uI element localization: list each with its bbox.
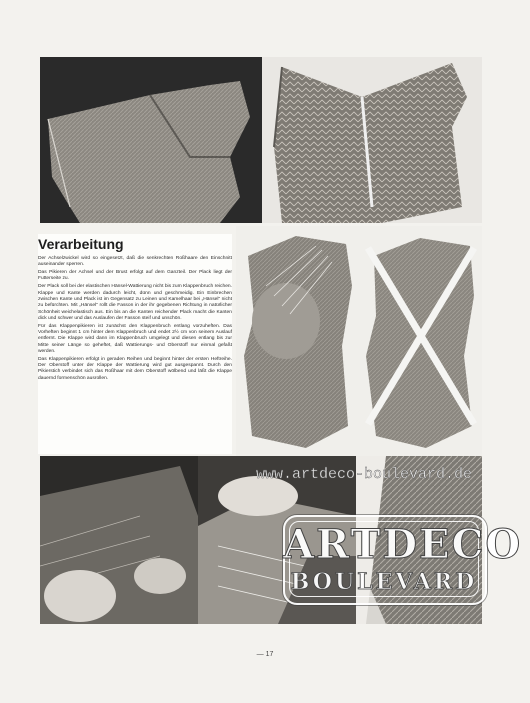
article-paragraph: Für das Klappenpikieren ist zunächst den Klappenbruch entlang vorzuheften. Das Vorheften beginnt 1 cm hinter dem Klappenbruch und endet 2½ cm von seinem Auslauf entfernt. Die Klappe wird dann im Klappenbruch umgelegt und diesen entlang bis zur Mitte seiner Länge so geheftet, daß Wattierungs- und Oberstoff nur einmal gefaßt werden.	[38, 323, 232, 354]
photo-hands-pad-stitching	[40, 456, 198, 624]
artdeco-boulevard-logo	[283, 515, 523, 603]
photo-canvas-shoulder-dart	[40, 57, 262, 223]
article-paragraph: Der Plack soll bei der elastischen Hänsel-Wattierung nicht bis zum Klappenbruch reichen. Klappe und Kante werden dadurch leicht, dünn und geschmeidig. Ein Einbrechen zwischen Kante und Plack ist im Gegensatz zu Leinen und Kamelhaar bei „Hänsel“ nicht zu befürchten. Mit „Hänsel“ rollt die Fasson in der ihr gegebenen Richtung in natürlicher Schönheit weichelastisch aus. Ein bis an die Kanten reichender Plack macht die Kanten dick und schwer und das Auslaufen der Fasson steif und unschön.	[38, 284, 232, 321]
article-text-block	[38, 234, 232, 454]
page-number: — 17	[256, 651, 274, 658]
watermark-url: www.artdeco-boulevard.de	[255, 466, 473, 483]
article-heading: Verarbeitung	[38, 236, 124, 252]
photo-canvas-with-pad	[236, 226, 360, 456]
article-paragraph: Das Pikieren der Achsel und der Brust erfolgt auf dem Ganzteil. Der Plack liegt der Futterseite zu.	[38, 270, 232, 282]
article-paragraph: Das Klappenpikieren erfolgt in geraden Reihen und beginnt hinter der ersten Heftreihe. Der Oberstoff unter der Klappe der Wattierung wird gut ausgespannt. Durch den Pikierstich verbindet sich das Roßhaar mit dem Oberstoff wölbend und läßt die Klappe dauernd formenschön ausrollen.	[38, 356, 232, 381]
article-paragraph: Der Achselzwickel wird so eingesetzt, daß die senkrechten Roßhaare den Einschnitt auseinander sperren.	[38, 256, 232, 268]
photo-canvas-herringbone-stitching	[262, 57, 482, 223]
logo-line-2: BOULEVARD	[290, 569, 478, 595]
logo-line-1: ARTDECO	[283, 521, 523, 568]
photo-canvas-crossed-out	[360, 226, 482, 456]
